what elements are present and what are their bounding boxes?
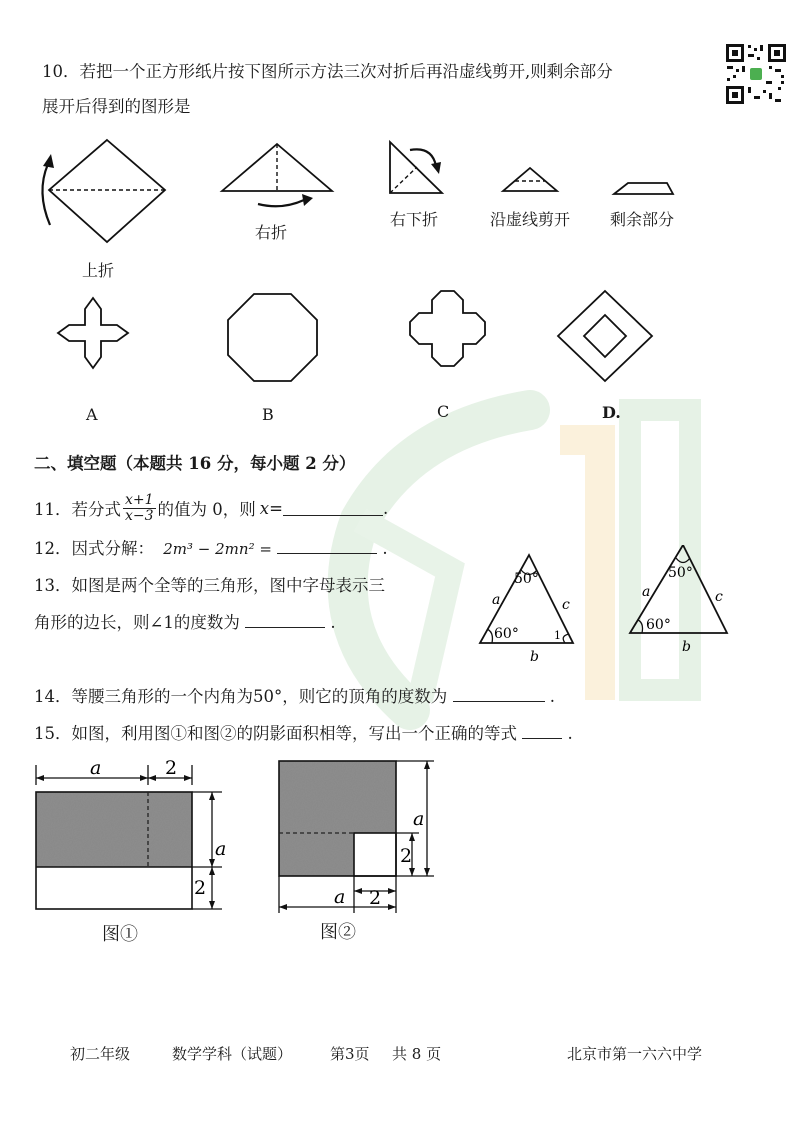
fig2-caption: 图② [320,922,356,943]
fig2-right-a: a [413,808,425,830]
q15-text: 15．如图，利用图①和图②的阴影面积相等，写出一个正确的等式 [34,724,517,743]
option-c-label: C [437,402,450,421]
fig1-right-a: a [215,838,227,860]
tri1-side-c: c [562,597,570,613]
q12-answer-blank[interactable] [277,552,377,554]
option-c-shape [410,291,485,366]
congruent-triangles-figure [470,545,740,665]
q12-prefix: 12．因式分解： [34,539,154,558]
q12-line [34,535,388,559]
fold-step-right [222,144,332,206]
fold-step-remainder [614,183,673,194]
label-fold-lower-right: 右下折 [390,210,439,229]
q13-end: . [330,613,336,632]
tri1-top-angle: 50° [514,571,539,587]
footer-total: 共 8 页 [392,1045,442,1063]
q15-end: . [567,724,573,743]
footer-school: 北京市第一六六中学 [567,1045,703,1063]
q14-answer-blank[interactable] [453,700,545,702]
label-cut-dashed: 沿虚线剪开 [490,210,571,229]
footer-subject: 数学学科（试题） [172,1045,293,1063]
q12-expr: 2m³ − 2mn² = [163,540,272,558]
option-b-shape [228,294,317,381]
label-fold-up: 上折 [82,261,115,280]
fold-step-cut [503,168,557,191]
q13-text-line2: 角形的边长，则∠1的度数为 [34,613,240,632]
qr-code [724,42,788,106]
q11-answer-blank[interactable] [283,514,383,516]
tri2-side-c: c [715,589,723,605]
tri2-top-angle: 50° [668,565,693,581]
q11-fraction [123,493,156,524]
tri1-side-a: a [492,592,501,608]
q15-line [34,720,573,744]
label-fold-right: 右折 [255,223,288,242]
q10-text-line1: 10．若把一个正方形纸片按下图所示方法三次对折后再沿虚线剪开,则剩余部分 [42,62,613,81]
footer-page: 第3页 [330,1045,370,1063]
section-heading: 二、填空题（本题共 16 分，每小题 2 分） [34,454,356,473]
q14-end: . [549,687,555,706]
option-a-label: A [86,405,98,424]
label-remainder: 剩余部分 [610,210,675,229]
area-figure-1 [28,755,253,920]
fig1-top-2: 2 [165,757,178,779]
q14-text: 14．等腰三角形的一个内角为50°，则它的顶角的度数为 [34,687,448,706]
footer-grade: 初二年级 [70,1045,131,1063]
tri2-side-a: a [642,584,651,600]
fold-step-up [42,140,165,242]
options-figure [40,285,680,395]
q11-prefix: 11．若分式 [34,500,121,519]
q10-text-line2: 展开后得到的图形是 [42,97,191,116]
tri2-side-b: b [682,639,691,655]
fig2-right-2: 2 [400,845,413,867]
area-figure-2 [270,755,440,920]
option-d-shape [558,291,652,381]
q13-answer-blank[interactable] [245,626,325,628]
q11-denominator: x−3 [125,507,154,524]
q11-end: . [382,498,389,518]
q14-line [34,683,555,707]
q11-var: x [259,498,270,518]
tri1-left-angle: 60° [494,626,519,642]
q15-answer-blank[interactable] [522,737,562,739]
fold-step-lower-right [390,142,442,193]
fig1-caption: 图① [102,924,138,945]
option-b-label: B [262,405,274,424]
q11-eq: = [269,498,283,518]
fig2-bottom-2: 2 [369,887,382,909]
q13-line2 [34,609,336,633]
tri1-side-b: b [530,649,539,665]
tri1-angle-mark: 1 [554,629,561,642]
q11-suffix: 的值为 0，则 [157,500,256,519]
option-d-label: D. [602,403,621,422]
fig1-right-2: 2 [194,877,207,899]
fig2-bottom-a: a [334,886,346,908]
tri2-left-angle: 60° [646,617,671,633]
option-a-shape [58,298,128,368]
q11-line [34,490,388,526]
fig1-top-a: a [90,757,102,779]
q12-end: . [382,539,388,558]
q11-numerator: x+1 [125,491,154,508]
q13-text-line1: 13．如图是两个全等的三角形，图中字母表示三 [34,576,385,595]
folding-steps-figure [30,130,730,250]
